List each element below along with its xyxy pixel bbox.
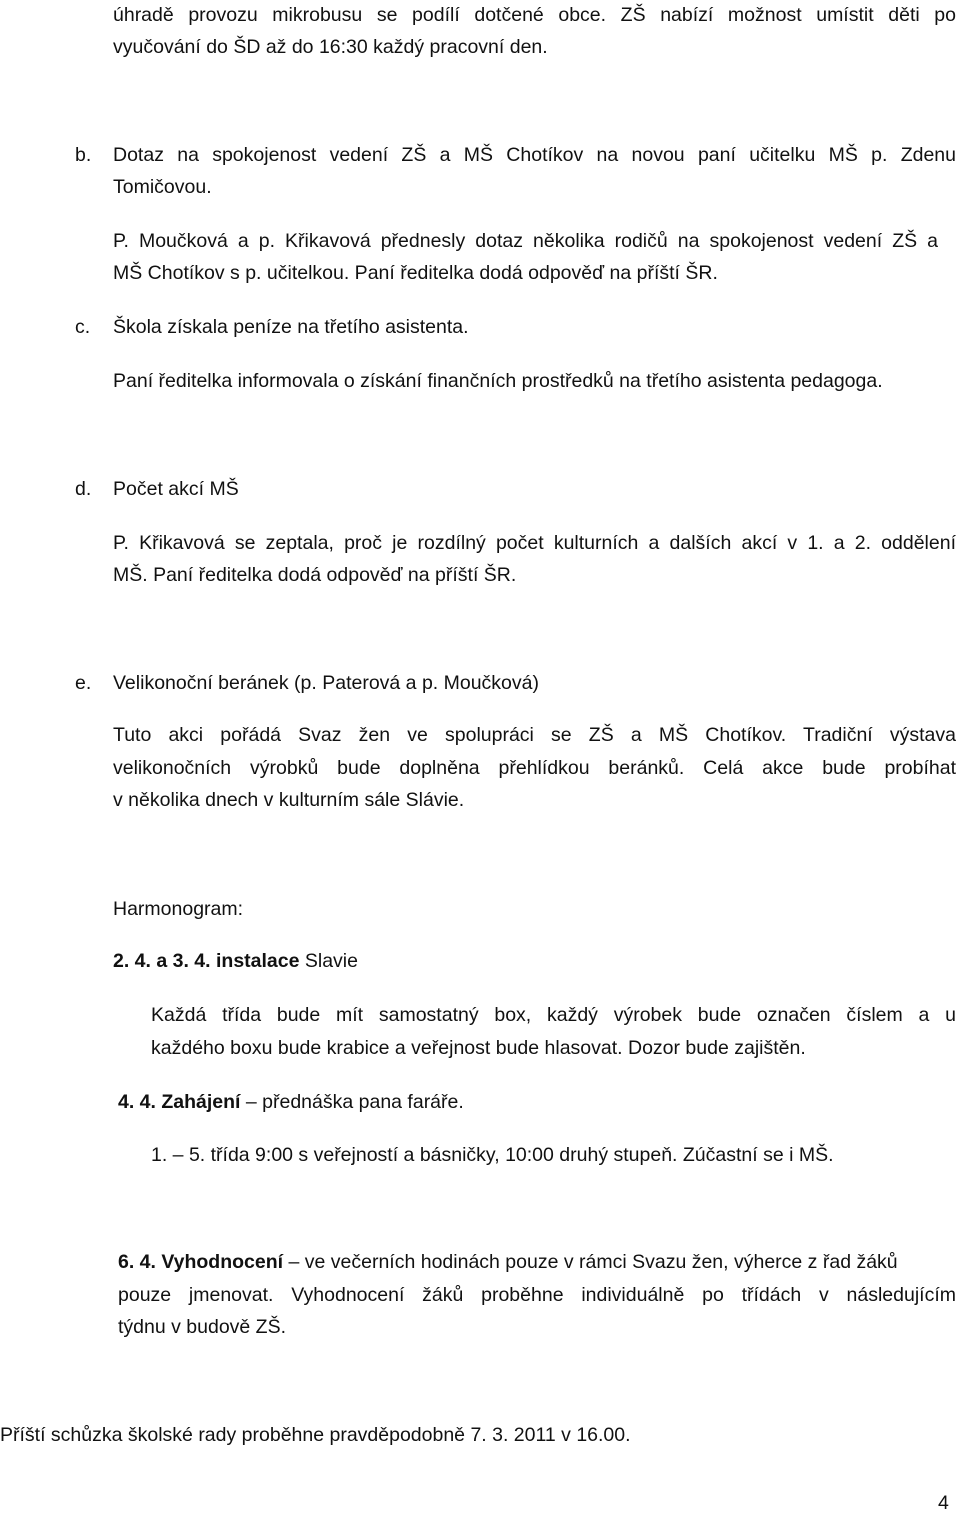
section-b-body-line-1: P. Moučková a p. Křikavová přednesly dotaz několika rodičů na spokojenost vedení ZŠ a [113,230,938,252]
section-b-body-line-2: MŠ Chotíkov s p. učitelkou. Paní ředitelka dodá odpověď na příští ŠR. [113,262,718,284]
intro-line-2: vyučování do ŠD až do 16:30 každý pracovní den. [113,36,548,58]
section-e-marker: e. [75,672,92,694]
harmonogram-item-2-desc: – přednáška pana faráře. [240,1091,464,1113]
section-b-heading-line-1: Dotaz na spokojenost vedení ZŠ a MŠ Chotíkov na novou paní učitelku MŠ p. Zdenu [113,144,956,166]
page-number: 4 [938,1492,949,1514]
section-c-marker: c. [75,316,91,338]
harmonogram-item-3-line-3: týdnu v budově ZŠ. [118,1316,287,1338]
section-d-heading: Počet akcí MŠ [113,478,239,500]
harmonogram-item-1-place: Slavie [299,950,358,972]
harmonogram-item-3-line-2: pouze jmenovat. Vyhodnocení žáků proběhne individuálně po třídách v následujícím [118,1284,956,1306]
next-meeting-note: Příští schůzka školské rady proběhne pravděpodobně 7. 3. 2011 v 16.00. [0,1424,631,1446]
harmonogram-item-1 [113,948,358,974]
section-b-heading-line-2: Tomičovou. [113,176,212,198]
harmonogram-item-2 [118,1089,464,1115]
intro-line-1: úhradě provozu mikrobusu se podílí dotčené obce. ZŠ nabízí možnost umístit děti po [113,4,956,26]
harmonogram-item-3-date: 6. 4. Vyhodnocení [118,1251,284,1273]
section-d-marker: d. [75,478,92,500]
harmonogram-item-3-desc: – ve večerních hodinách pouze v rámci Svazu žen, výherce z řad žáků [283,1251,898,1273]
section-e-body-line-3: v několika dnech v kulturním sále Slávie. [113,789,465,811]
harmonogram-item-1-desc-line-1: Každá třída bude mít samostatný box, každý výrobek bude označen číslem a u [151,1004,956,1026]
section-d-body-line-2: MŠ. Paní ředitelka dodá odpověď na příští ŠR. [113,564,517,586]
section-b-marker: b. [75,144,92,166]
section-c-body: Paní ředitelka informovala o získání finančních prostředků na třetího asistenta pedagoga. [113,370,883,392]
section-d-body-line-1: P. Křikavová se zeptala, proč je rozdílný počet kulturních a dalších akcí v 1. a 2. oddělení [113,532,956,554]
harmonogram-item-2-detail: 1. – 5. třída 9:00 s veřejností a básničky, 10:00 druhý stupeň. Zúčastní se i MŠ. [151,1144,834,1166]
section-e-heading: Velikonoční beránek (p. Paterová a p. Moučková) [113,672,539,694]
harmonogram-item-1-desc-line-2: každého boxu bude krabice a veřejnost bude hlasovat. Dozor bude zajištěn. [151,1037,806,1059]
section-c-heading: Škola získala peníze na třetího asistenta. [113,316,469,338]
harmonogram-item-2-date: 4. 4. Zahájení [118,1091,241,1113]
section-e-body-line-1: Tuto akci pořádá Svaz žen ve spolupráci se ZŠ a MŠ Chotíkov. Tradiční výstava [113,724,956,746]
section-e-body-line-2: velikonočních výrobků bude doplněna přehlídkou beránků. Celá akce bude probíhat [113,757,956,779]
harmonogram-label: Harmonogram: [113,898,244,920]
harmonogram-item-3 [118,1249,898,1275]
harmonogram-item-1-date: 2. 4. a 3. 4. instalace [113,950,300,972]
